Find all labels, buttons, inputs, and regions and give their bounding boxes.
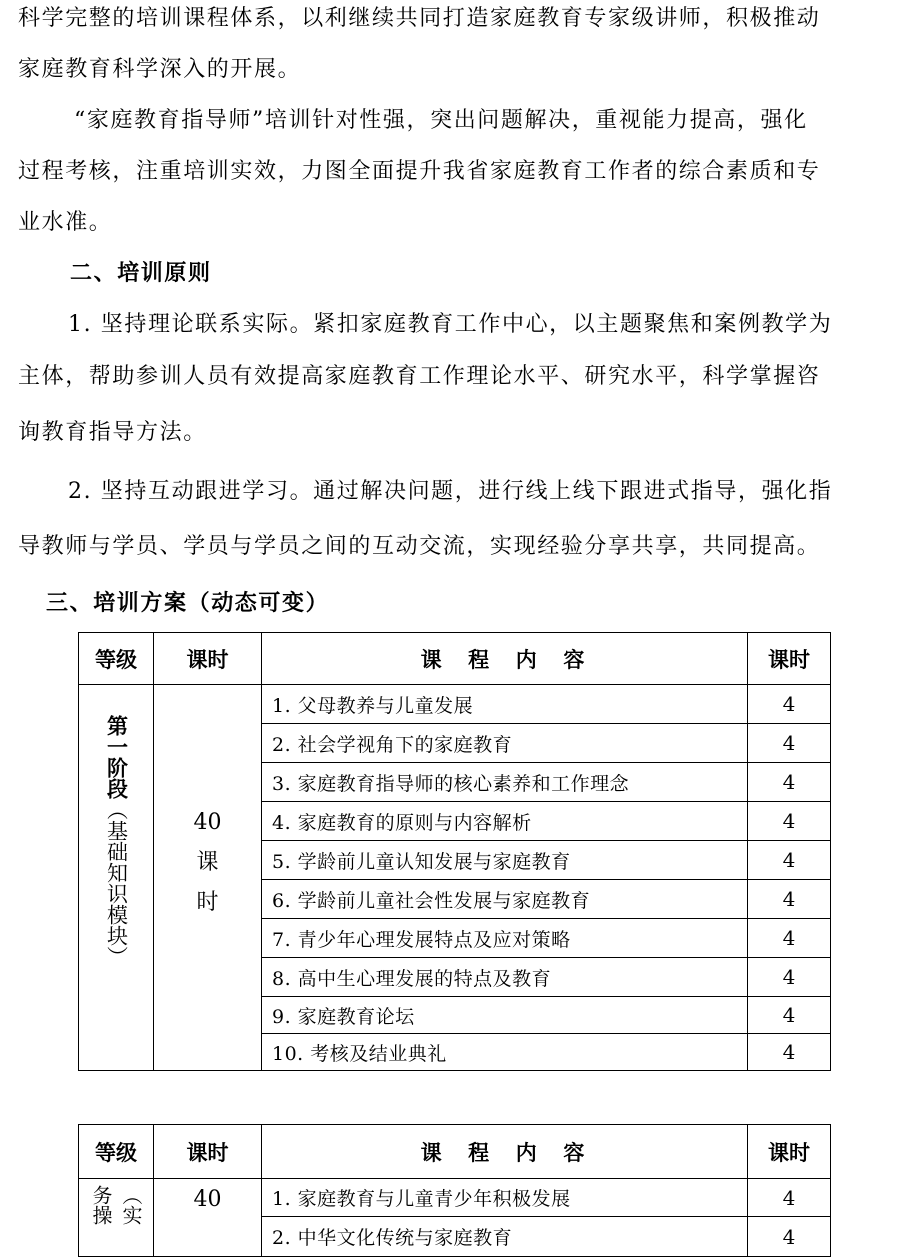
paragraph-line: 业水准。 bbox=[18, 210, 113, 235]
stage-title: 第一阶段 bbox=[104, 715, 129, 799]
course-item: 4. 家庭教育的原则与内容解析 bbox=[262, 802, 748, 841]
paragraph-line: 导教师与学员、学员与学员之间的互动交流，实现经验分享共享，共同提高。 bbox=[18, 534, 821, 559]
section-heading-principles: 二、培训原则 bbox=[70, 261, 212, 286]
course-item: 8. 高中生心理发展的特点及教育 bbox=[262, 958, 748, 997]
stage-subtitle-part: （实 bbox=[119, 1185, 143, 1225]
paragraph-line: 询教育指导方法。 bbox=[18, 420, 207, 445]
stage-subtitle: （基础知识模块） bbox=[104, 799, 129, 967]
stage-subtitle-part: 务操 bbox=[89, 1185, 113, 1225]
paragraph-line: 家庭教育科学深入的开展。 bbox=[18, 57, 302, 82]
paragraph-line: 主体，帮助参训人员有效提高家庭教育工作理论水平、研究水平，科学掌握咨 bbox=[18, 364, 821, 389]
paragraph-line: 2. 坚持互动跟进学习。通过解决问题，进行线上线下跟进式指导，强化指 bbox=[68, 479, 833, 504]
course-hours: 4 bbox=[748, 1217, 831, 1257]
stage-cell bbox=[79, 1179, 154, 1257]
stage-cell bbox=[79, 685, 154, 1071]
course-hours: 4 bbox=[748, 880, 831, 919]
header-level: 等级 bbox=[79, 633, 154, 685]
course-hours: 4 bbox=[748, 763, 831, 802]
paragraph-line: 科学完整的培训课程体系，以利继续共同打造家庭教育专家级讲师，积极推动 bbox=[18, 6, 821, 31]
paragraph-line: 1. 坚持理论联系实际。紧扣家庭教育工作中心，以主题聚焦和案例教学为 bbox=[68, 312, 833, 337]
period-unit: 时 bbox=[196, 889, 219, 915]
header-level: 等级 bbox=[79, 1125, 154, 1179]
course-item: 10. 考核及结业典礼 bbox=[262, 1034, 748, 1071]
course-hours: 4 bbox=[748, 724, 831, 763]
course-item: 7. 青少年心理发展特点及应对策略 bbox=[262, 919, 748, 958]
header-content: 课 程 内 容 bbox=[262, 633, 748, 685]
course-item: 6. 学龄前儿童社会性发展与家庭教育 bbox=[262, 880, 748, 919]
course-hours: 4 bbox=[748, 685, 831, 724]
course-item: 2. 社会学视角下的家庭教育 bbox=[262, 724, 748, 763]
course-hours: 4 bbox=[748, 958, 831, 997]
table-header-row bbox=[79, 1125, 831, 1179]
course-table-stage2 bbox=[78, 1124, 831, 1257]
period-number: 40 bbox=[193, 1187, 222, 1212]
header-content: 课 程 内 容 bbox=[262, 1125, 748, 1179]
course-item: 3. 家庭教育指导师的核心素养和工作理念 bbox=[262, 763, 748, 802]
course-hours: 4 bbox=[748, 1179, 831, 1217]
header-hours: 课时 bbox=[748, 633, 831, 685]
period-cell bbox=[154, 685, 262, 1071]
paragraph-line: 过程考核，注重培训实效，力图全面提升我省家庭教育工作者的综合素质和专 bbox=[18, 159, 821, 184]
period-unit: 课 bbox=[196, 849, 219, 875]
course-item: 5. 学龄前儿童认知发展与家庭教育 bbox=[262, 841, 748, 880]
course-hours: 4 bbox=[748, 997, 831, 1034]
table-header-row bbox=[79, 633, 831, 685]
course-hours: 4 bbox=[748, 1034, 831, 1071]
paragraph-line: “家庭教育指导师”培训针对性强，突出问题解决，重视能力提高，强化 bbox=[74, 108, 808, 133]
course-hours: 4 bbox=[748, 802, 831, 841]
header-period: 课时 bbox=[154, 1125, 262, 1179]
section-heading-plan: 三、培训方案（动态可变） bbox=[46, 591, 330, 616]
course-hours: 4 bbox=[748, 919, 831, 958]
course-item: 9. 家庭教育论坛 bbox=[262, 997, 748, 1034]
header-hours: 课时 bbox=[748, 1125, 831, 1179]
course-table-stage1 bbox=[78, 632, 831, 1071]
table-row bbox=[79, 685, 831, 724]
course-item: 1. 父母教养与儿童发展 bbox=[262, 685, 748, 724]
course-hours: 4 bbox=[748, 841, 831, 880]
period-cell bbox=[154, 1179, 262, 1257]
course-item: 1. 家庭教育与儿童青少年积极发展 bbox=[262, 1179, 748, 1217]
course-item: 2. 中华文化传统与家庭教育 bbox=[262, 1217, 748, 1257]
period-number: 40 bbox=[193, 809, 222, 835]
table-row bbox=[79, 1179, 831, 1217]
header-period: 课时 bbox=[154, 633, 262, 685]
